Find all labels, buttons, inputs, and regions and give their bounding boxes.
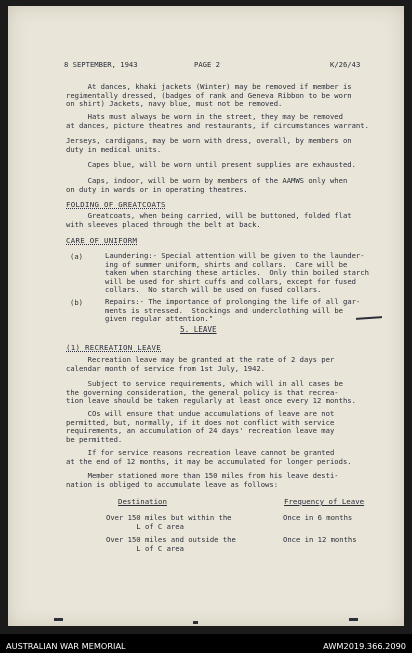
table-header-frequency: Frequency of Leave bbox=[284, 497, 365, 506]
item-b-label: (b) bbox=[70, 298, 83, 307]
section-title-leave: 5. LEAVE bbox=[180, 325, 217, 334]
item-a-label: (a) bbox=[70, 252, 83, 261]
document-page bbox=[8, 6, 404, 626]
paragraph-dances: At dances, khaki jackets (Winter) may be removed if member is regimentally dressed, (badges of rank and Geneva Ribbon to be worn on shirt) Jackets, navy blue, must not be removed. bbox=[66, 82, 352, 109]
heading-recreation-leave: (1) RECREATION LEAVE bbox=[66, 343, 161, 352]
paragraph-greatcoats: Greatcoats, when being carried, will be buttoned, folded flat with sleeves placed through the belt at back. bbox=[66, 211, 352, 229]
ink-smudge-right bbox=[349, 618, 358, 621]
paragraph-recreation-rate: Recreation leave may be granted at the rate of 2 days per calendar month of service from 1st July, 1942. bbox=[66, 355, 335, 373]
table-row-1-destination: Over 150 miles but within the L of C area bbox=[106, 513, 232, 531]
paragraph-hats: Hats must always be worn in the street, they may be removed at dances, picture theatres and restaurants, if circumstances warrant. bbox=[66, 112, 369, 130]
paragraph-member-stationed: Member stationed more than 150 miles from his leave desti- nation is obliged to accumulate leave as follows: bbox=[66, 471, 339, 489]
paragraph-caps-indoor: Caps, indoor, will be worn by members of the AAMWS only when on duty in wards or in operating theatres. bbox=[66, 176, 348, 194]
paragraph-if-for-service: If for service reasons recreation leave cannot be granted at the end of 12 months, it may be accumulated for longer periods. bbox=[66, 448, 352, 466]
paragraph-capes-blue: Capes blue, will be worn until present supplies are exhausted. bbox=[66, 160, 356, 169]
item-a-laundering: Laundering:- Special attention will be given to the launder- ing of summer uniform, shirts and collars. Care will be taken when starching these articles. Only thin boiled starch will be used for shirt cuffs and collars, except for fused collars. No starch will be used on fused collars. bbox=[105, 251, 369, 295]
header-page: PAGE 2 bbox=[194, 60, 220, 69]
item-b-repairs: Repairs:- The importance of prolonging the life of all gar- ments is stressed. Stockings and underclothing will be given regular attention." bbox=[105, 297, 361, 324]
ink-smudge-left bbox=[54, 618, 63, 621]
table-row-1-frequency: Once in 6 months bbox=[283, 513, 353, 522]
paragraph-cos-ensure: COs will ensure that undue accumulations of leave are not permitted, but, normally, if it does not conflict with service requirements, an accumulation of 24 days' recreation leave may be permitted. bbox=[66, 409, 335, 444]
heading-folding-greatcoats: FOLDING OF GREATCOATS bbox=[66, 200, 166, 209]
header-reference: K/26/43 bbox=[330, 60, 361, 69]
paragraph-subject-to: Subject to service requirements, which will in all cases be the governing consideration, the general policy is that recrea- tion leave should be taken regularly at least once every 12 months. bbox=[66, 379, 356, 406]
paragraph-jerseys: Jerseys, cardigans, may be worn with dress, overall, by members on duty in medical units. bbox=[66, 136, 352, 154]
ink-smudge-center bbox=[193, 621, 198, 624]
table-row-2-frequency: Once in 12 months bbox=[283, 535, 357, 544]
table-row-2-destination: Over 150 miles and outside the L of C area bbox=[106, 535, 236, 553]
table-header-destination: Destination bbox=[118, 497, 167, 506]
header-date: 8 SEPTEMBER, 1943 bbox=[64, 60, 138, 69]
heading-care-of-uniform: CARE OF UNIFORM bbox=[66, 236, 138, 245]
footer-bar bbox=[0, 634, 412, 653]
footer-institution: AUSTRALIAN WAR MEMORIAL bbox=[6, 641, 126, 651]
footer-accession-number: AWM2019.366.2090 bbox=[323, 641, 406, 651]
